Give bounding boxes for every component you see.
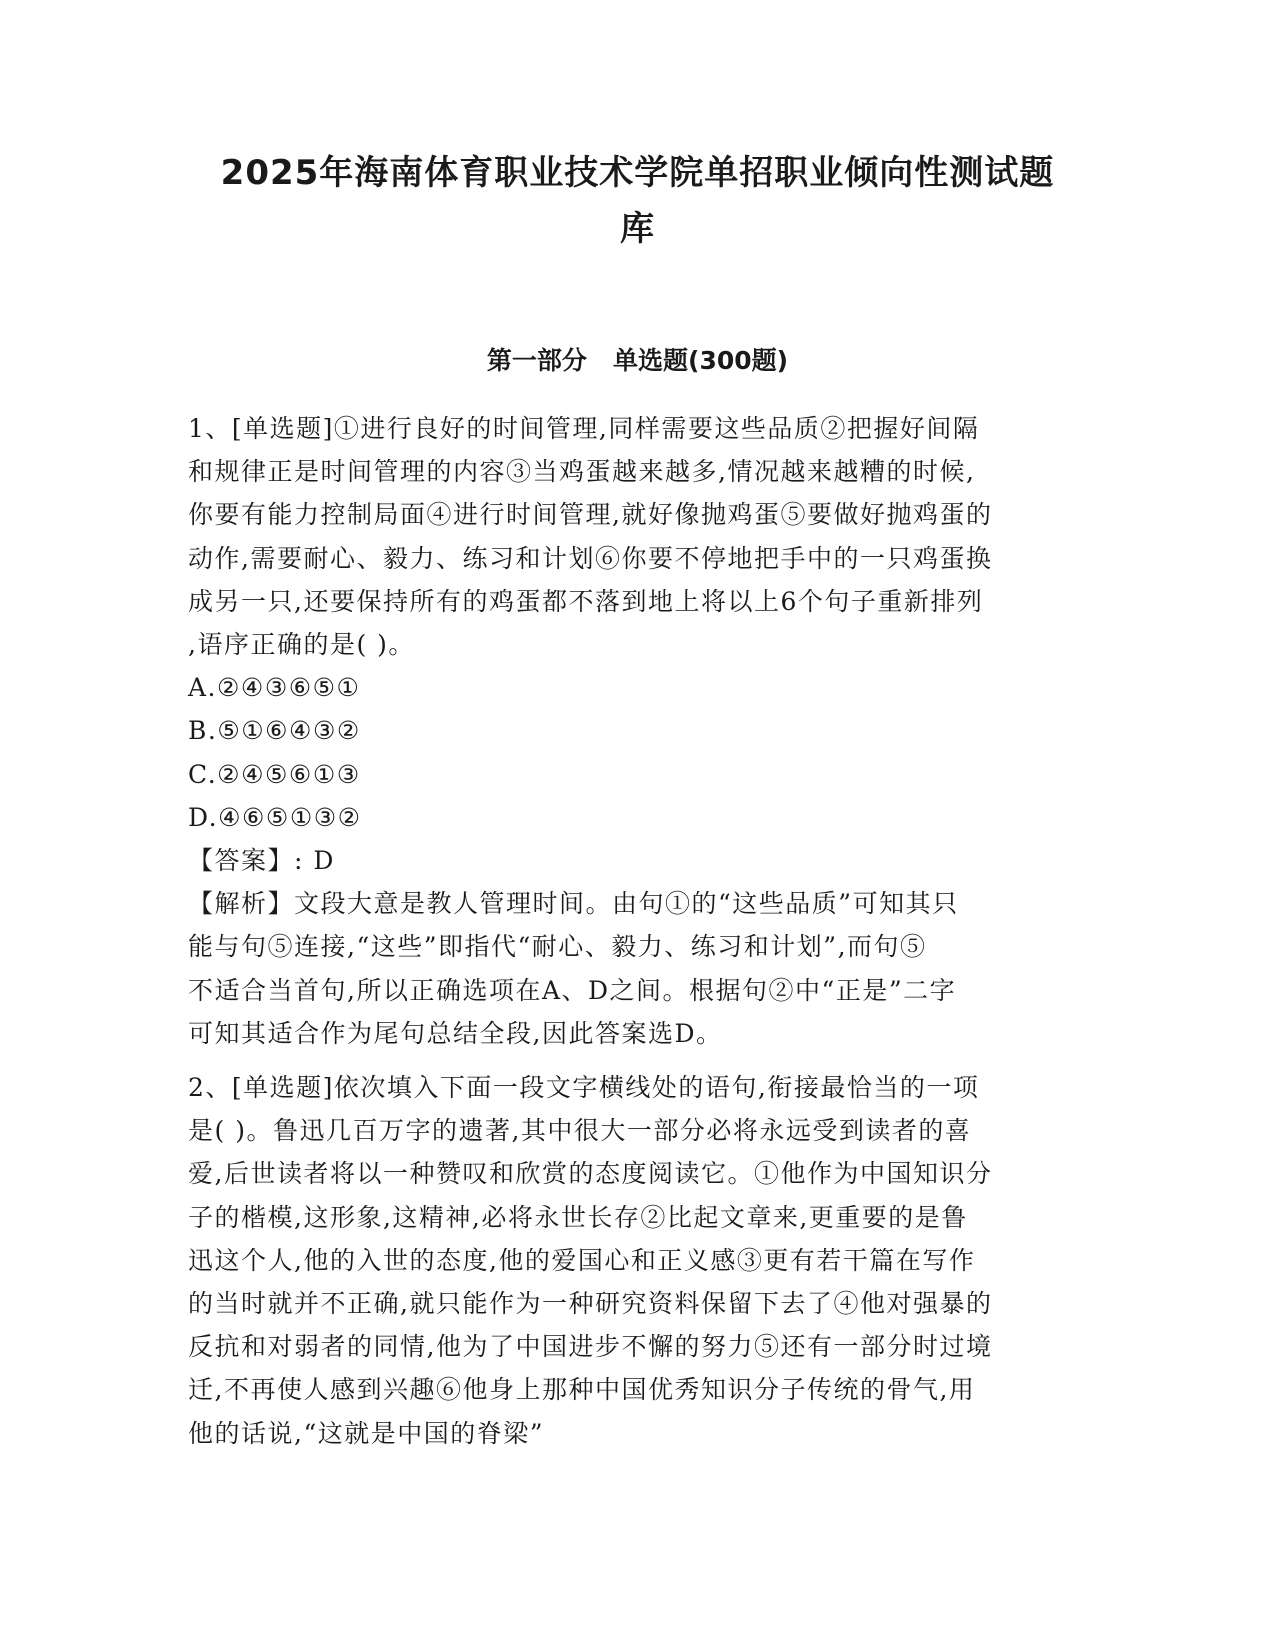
- option-a: A.②④③⑥⑤①: [188, 673, 361, 703]
- title-line-1: 2025年海南体育职业技术学院单招职业倾向性测试题: [220, 153, 1055, 193]
- question-2: [188, 1066, 1076, 1455]
- question-1-options: [188, 666, 1076, 839]
- option-b: B.⑤①⑥④③②: [188, 716, 361, 746]
- question-stem-line: ,语序正确的是( )。: [188, 630, 415, 660]
- analysis-line: 【解析】文段大意是教人管理时间。由句①的“这些品质”可知其只: [188, 889, 959, 919]
- question-stem-line: 他的话说,“这就是中国的脊梁”: [188, 1418, 545, 1448]
- option-c: C.②④⑤⑥①③: [188, 759, 361, 789]
- analysis-line: 可知其适合作为尾句总结全段,因此答案选D。: [188, 1018, 723, 1048]
- question-stem-line: 迅这个人,他的入世的态度,他的爱国心和正义感③更有若干篇在写作: [188, 1245, 976, 1275]
- question-stem-line: 你要有能力控制局面④进行时间管理,就好像抛鸡蛋⑤要做好抛鸡蛋的: [188, 500, 993, 530]
- question-stem-line: 和规律正是时间管理的内容③当鸡蛋越来越多,情况越来越糟的时候,: [188, 457, 976, 487]
- question-1: [188, 407, 1076, 1055]
- analysis-line: 不适合当首句,所以正确选项在A、D之间。根据句②中“正是”二字: [188, 975, 957, 1005]
- answer-line: 【答案】: D: [188, 846, 335, 876]
- question-stem-line: 的当时就并不正确,就只能作为一种研究资料保留下去了④他对强暴的: [188, 1289, 993, 1319]
- question-stem-line: 子的楷模,这形象,这精神,必将永世长存②比起文章来,更重要的是鲁: [188, 1202, 968, 1232]
- question-stem-line: 成另一只,还要保持所有的鸡蛋都不落到地上将以上6个句子重新排列: [188, 586, 984, 616]
- question-stem-line: 是( )。鲁迅几百万字的遗著,其中很大一部分必将永远受到读者的喜: [188, 1116, 972, 1146]
- question-stem-line: 反抗和对弱者的同情,他为了中国进步不懈的努力⑤还有一部分时过境: [188, 1332, 993, 1362]
- question-stem-line: 2、[单选题]依次填入下面一段文字横线处的语句,衔接最恰当的一项: [188, 1073, 980, 1102]
- section-heading: 第一部分 单选题(300题): [486, 346, 789, 375]
- title-line-2: 库: [620, 209, 655, 249]
- option-d: D.④⑥⑤①③②: [188, 802, 362, 832]
- question-stem-line: 迁,不再使人感到兴趣⑥他身上那种中国优秀知识分子传统的骨气,用: [188, 1375, 976, 1405]
- question-stem-line: 动作,需要耐心、毅力、练习和计划⑥你要不停地把手中的一只鸡蛋换: [188, 543, 993, 573]
- question-2-stem: [188, 1066, 1076, 1455]
- analysis-line: 能与句⑤连接,“这些”即指代“耐心、毅力、练习和计划”,而句⑤: [188, 932, 927, 962]
- question-1-stem: [188, 407, 1076, 666]
- question-stem-line: 1、[单选题]①进行良好的时间管理,同样需要这些品质②把握好间隔: [188, 414, 980, 443]
- document-title: [180, 145, 1095, 257]
- question-stem-line: 爱,后世读者将以一种赞叹和欣赏的态度阅读它。①他作为中国知识分: [188, 1159, 993, 1189]
- analysis-block: [188, 882, 1076, 1055]
